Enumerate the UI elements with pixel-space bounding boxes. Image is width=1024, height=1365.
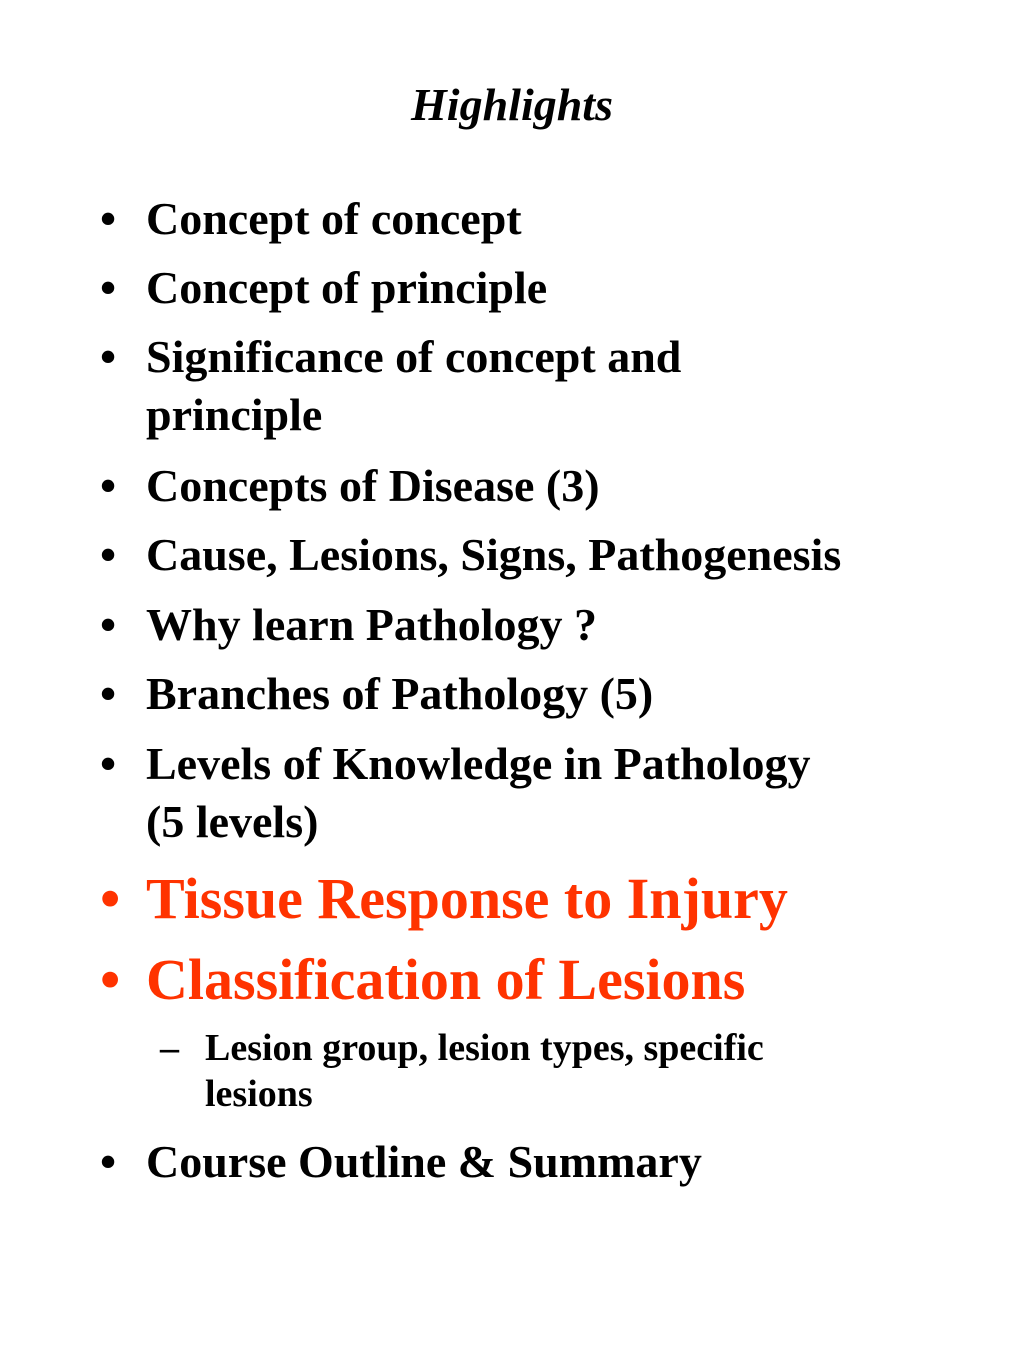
bullet-text: Concept of concept <box>146 193 522 244</box>
bullet-marker: • <box>100 866 121 931</box>
bullet-text: Course Outline & Summary <box>146 1136 702 1187</box>
bullet-marker: • <box>100 1136 117 1187</box>
slide-title: Highlights <box>411 79 613 130</box>
bullet-text: Concept of principle <box>146 262 548 313</box>
bullet-marker: • <box>100 529 117 580</box>
bullet-marker: • <box>100 460 117 511</box>
bullet-text: Classification of Lesions <box>146 947 746 1012</box>
bullet-marker: • <box>100 193 117 244</box>
bullet-text: Cause, Lesions, Signs, Pathogenesis <box>146 529 842 580</box>
bullet-text: Concepts of Disease (3) <box>146 460 600 511</box>
bullet-text: Significance of concept and principle <box>146 331 682 440</box>
bullet-marker: • <box>100 738 117 789</box>
bullet-text: Levels of Knowledge in Pathology (5 levels) <box>146 738 811 847</box>
bullet-text: Why learn Pathology ? <box>146 599 598 650</box>
bullet-marker: • <box>100 331 117 382</box>
bullet-text: Tissue Response to Injury <box>146 866 788 931</box>
bullet-marker: • <box>100 947 121 1012</box>
sub-bullet-text: Lesion group, lesion types, specific lesions <box>205 1027 764 1115</box>
bullet-marker: • <box>100 599 117 650</box>
sub-bullet-marker: – <box>160 1027 179 1069</box>
bullet-text: Branches of Pathology (5) <box>146 668 654 719</box>
bullet-marker: • <box>100 262 117 313</box>
bullet-marker: • <box>100 668 117 719</box>
